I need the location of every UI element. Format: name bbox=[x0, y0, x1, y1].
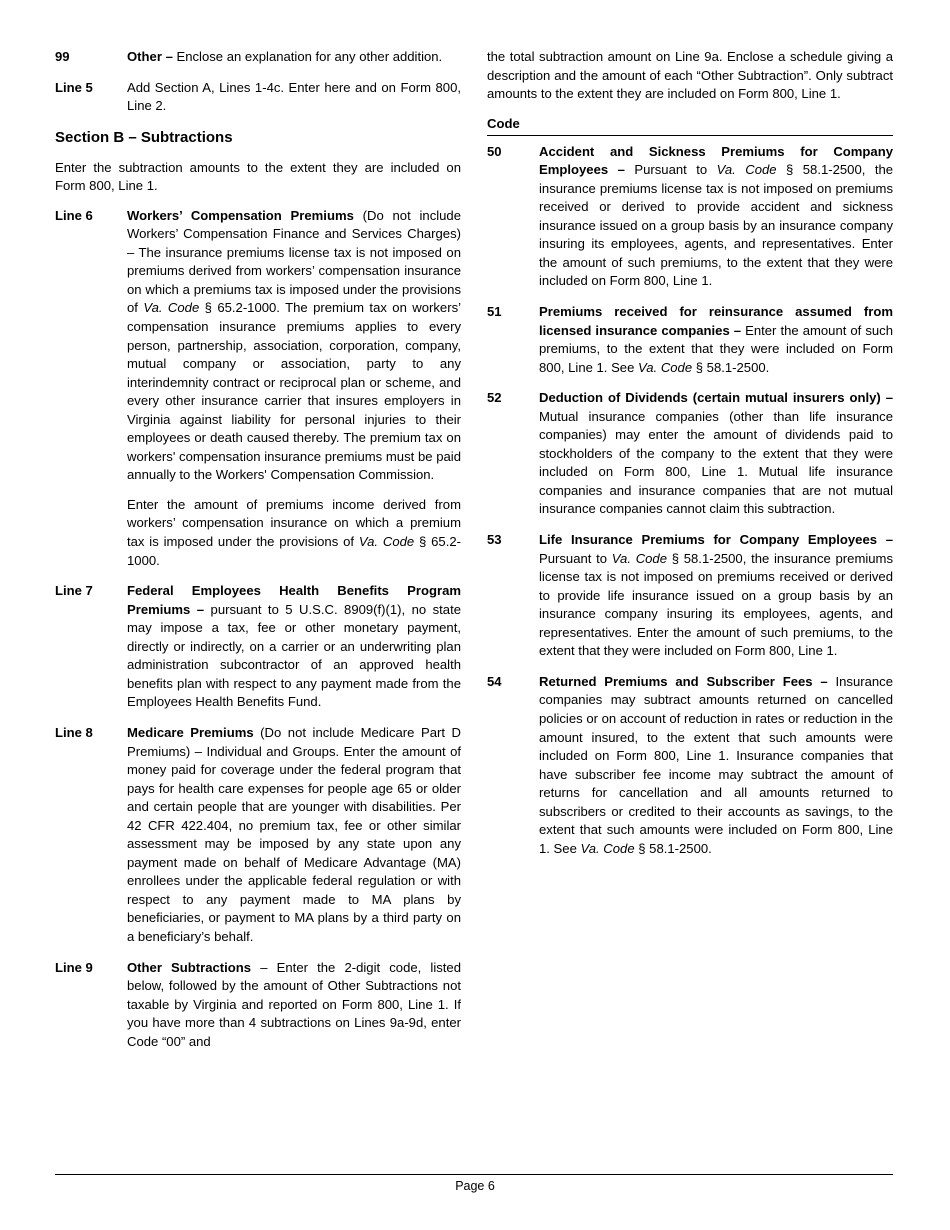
code-99-title: Other bbox=[127, 49, 162, 64]
subtraction-code-50 bbox=[487, 143, 893, 291]
line-9-continuation: the total subtraction amount on Line 9a. Enclose a schedule giving a description and the amount of each “Other Subtraction”. Only subtract amounts to the extent they are included on Form 800, Line 1. bbox=[487, 49, 893, 102]
code-99-dash-glyph: – bbox=[165, 49, 173, 64]
code-99-label: 99 bbox=[55, 49, 70, 64]
line-8-label: Line 8 bbox=[55, 724, 93, 740]
code-51-text: § 58.1-2500. bbox=[692, 359, 770, 375]
code-52-title: Deduction of Dividends (certain mutual insurers only) bbox=[539, 390, 881, 406]
line-5-item bbox=[55, 79, 461, 116]
code-52-label: 52 bbox=[487, 390, 502, 406]
section-b-intro: Enter the subtraction amounts to the extent they are included on Form 800, Line 1. bbox=[55, 159, 461, 194]
code-50-dash: – bbox=[617, 162, 625, 178]
code-51-label: 51 bbox=[487, 304, 502, 320]
code-53-body bbox=[539, 531, 893, 661]
line-9-dash: – bbox=[260, 959, 268, 975]
line-7-item bbox=[55, 582, 461, 712]
code-50-body bbox=[539, 143, 893, 291]
line-7-label: Line 7 bbox=[55, 583, 93, 599]
line-6-paren: (Do not include Workers’ Compensation Finance and Services Charges) bbox=[127, 207, 461, 242]
line-7-dash: – bbox=[196, 601, 205, 617]
code-table-header: Code bbox=[487, 115, 520, 131]
code-53-pre: Pursuant to bbox=[539, 550, 612, 566]
line-6-p1a: The insurance premiums license tax is not imposed on premiums derived from workers’ compensation insurance on which a premiums tax is imposed under the provisions of bbox=[127, 244, 461, 316]
code-51-pre: Enter the amount of such premiums, to the extent that they were included on Form 800, Line 1. See bbox=[539, 322, 894, 375]
line-6-dash: – bbox=[127, 244, 135, 260]
line-7-title: Federal Employees Health Benefits Program Premiums bbox=[127, 583, 461, 617]
code-54-code-ref: Va. Code bbox=[580, 840, 635, 856]
line-6-p1b: § 65.2-1000. The premium tax on workers’ compensation insurance premiums applies to every person, partnership, association, corporation, company, mutual company or association, party to any interindemnity contract or reciprocal plan or scheme, and every other insurance carrier that insures employers in Virginia against liability for personal injuries to their employees or death caused thereby. The premium tax on workers' compensation insurance premiums must be paid annually to the Workers' Compensation Commission. bbox=[127, 300, 462, 483]
line-6-p2a: Enter the amount of premiums income derived from workers’ compensation insurance on which a premium tax is imposed under the provisions of bbox=[127, 496, 461, 550]
subtraction-code-51 bbox=[487, 303, 893, 377]
page-number: Page 6 bbox=[455, 1179, 495, 1193]
code-50-pre: Pursuant to bbox=[634, 162, 717, 178]
code-53-label: 53 bbox=[487, 532, 502, 548]
line-6-code-ref-1: Va. Code bbox=[143, 300, 200, 316]
line-9-body bbox=[127, 959, 461, 1052]
line-8-item bbox=[55, 724, 461, 947]
line-7-body bbox=[127, 582, 461, 712]
line-9-label: Line 9 bbox=[55, 959, 93, 975]
line-9-title: Other Subtractions bbox=[127, 959, 252, 975]
code-50-title: Accident and Sickness Premiums for Company Employees bbox=[539, 143, 893, 178]
line-6-item bbox=[55, 207, 461, 570]
code-54-dash: – bbox=[820, 673, 828, 689]
code-50-code-ref: Va. Code bbox=[716, 162, 777, 178]
code-table-rule bbox=[487, 135, 893, 136]
section-b-heading: Section B – Subtractions bbox=[55, 128, 233, 146]
two-column-body bbox=[55, 48, 893, 1148]
code-54-body bbox=[539, 673, 893, 858]
code-51-code-ref: Va. Code bbox=[638, 359, 693, 375]
subtraction-code-52 bbox=[487, 389, 893, 519]
code-50-label: 50 bbox=[487, 143, 502, 159]
line-9-text: Enter the 2-digit code, listed below, followed by the amount of Other Subtractions not taxable by Virginia and reported on Form 800, Line 1. If you have more than 4 subtractions on Lines 9a-9d, enter Code “00” and bbox=[127, 959, 461, 1049]
line-6-title: Workers’ Compensation Premiums bbox=[127, 207, 354, 223]
left-column bbox=[55, 48, 461, 1051]
subtraction-code-54 bbox=[487, 673, 893, 858]
line-7-text: pursuant to 5 U.S.C. 8909(f)(1), no state may impose a tax, fee or other monetary payment, directly or indirectly, on a carrier or an underwriting plan administration subcontractor of an approved health benefits plan with respect to any payment made from the Employees Health Benefits Fund. bbox=[127, 601, 462, 710]
code-51-dash: – bbox=[733, 322, 742, 338]
addition-code-99 bbox=[55, 48, 461, 67]
line-8-body bbox=[127, 724, 461, 947]
code-54-title: Returned Premiums and Subscriber Fees bbox=[539, 673, 813, 689]
code-53-title: Life Insurance Premiums for Company Employees bbox=[539, 532, 878, 548]
code-99-body bbox=[127, 48, 461, 67]
line-5-label: Line 5 bbox=[55, 79, 93, 95]
code-53-text: § 58.1-2500, the insurance premiums license tax is not imposed on premiums received or derived to provide life insurance issued on a group basis by an insurance company insuring its employees, agents, and representatives. Enter the amount of such premiums, to the extent that they were included on Form 800, Line 1. bbox=[539, 550, 893, 659]
line-6-code-ref-2: Va. Code bbox=[358, 534, 415, 550]
line-8-title: Medicare Premiums bbox=[127, 724, 254, 740]
line-8-text: Individual and Groups. Enter the amount of money paid for coverage under the federal program that pays for health care expenses for people age 65 or older and certain people that are younger with disabilities. Per 42 CFR 422.404, no premium tax, fee or other similar assessment may be imposed by any state upon any payment made on behalf of Medicare Advantage (MA) enrollees under the applicable federal regulation or with respect to any payment made to MA plans by beneficiaries, or payment to MA plans by a third party on a beneficiary’s behalf. bbox=[127, 743, 462, 944]
code-53-dash: – bbox=[885, 532, 894, 548]
line-6-body bbox=[127, 207, 461, 570]
code-50-text: § 58.1-2500, the insurance premiums license tax is not imposed on premiums received or derived to provide accident and sickness insurance issued on a group basis by an insurance company insuring its employees, agents, and representatives. Enter the amount of such premiums, to the extent that they were included on Form 800, Line 1. bbox=[539, 162, 894, 289]
code-54-label: 54 bbox=[487, 673, 502, 689]
line-6-p2b: § 65.2-1000. bbox=[127, 534, 461, 568]
code-51-title: Premiums received for reinsurance assumed from licensed insurance companies bbox=[539, 304, 893, 338]
subtraction-code-53 bbox=[487, 531, 893, 661]
line-6-label: Line 6 bbox=[55, 207, 93, 223]
code-52-pre: Mutual insurance companies (other than life insurance companies) may enter the amount of dividends paid to stockholders of the company to the extent that they were included on Form 800, Line 1. Mutual life insurance companies and insurance companies that are not mutual insurance companies cannot claim this subtraction. bbox=[539, 408, 893, 517]
code-52-body bbox=[539, 389, 893, 519]
code-99-text: Enclose an explanation for any other addition. bbox=[176, 49, 443, 64]
line-8-paren: (Do not include Medicare Part D Premiums) bbox=[127, 724, 461, 759]
footer-divider bbox=[55, 1174, 893, 1175]
code-54-text: § 58.1-2500. bbox=[634, 840, 712, 856]
line-5-body bbox=[127, 79, 461, 116]
line-8-dash: – bbox=[194, 743, 203, 759]
line-9-item bbox=[55, 959, 461, 1052]
code-51-body bbox=[539, 303, 893, 377]
right-column bbox=[487, 48, 893, 858]
code-53-code-ref: Va. Code bbox=[611, 550, 667, 566]
code-54-pre: Insurance companies may subtract amounts returned on cancelled policies or on account of reduction in rates or reduction in the amount insured, to the extent that such amounts were included on Form 800, Line 1. Insurance companies that have subscriber fee income may subtract the amount of returns for cancellation and all amounts returned to subscribers or credited to their accounts as savings, to the extent that such amounts were included on Form 800, Line 1. See bbox=[539, 673, 893, 856]
line-5-text: Add Section A, Lines 1-4c. Enter here and on Form 800, Line 2. bbox=[127, 79, 461, 114]
code-52-dash: – bbox=[885, 390, 894, 406]
